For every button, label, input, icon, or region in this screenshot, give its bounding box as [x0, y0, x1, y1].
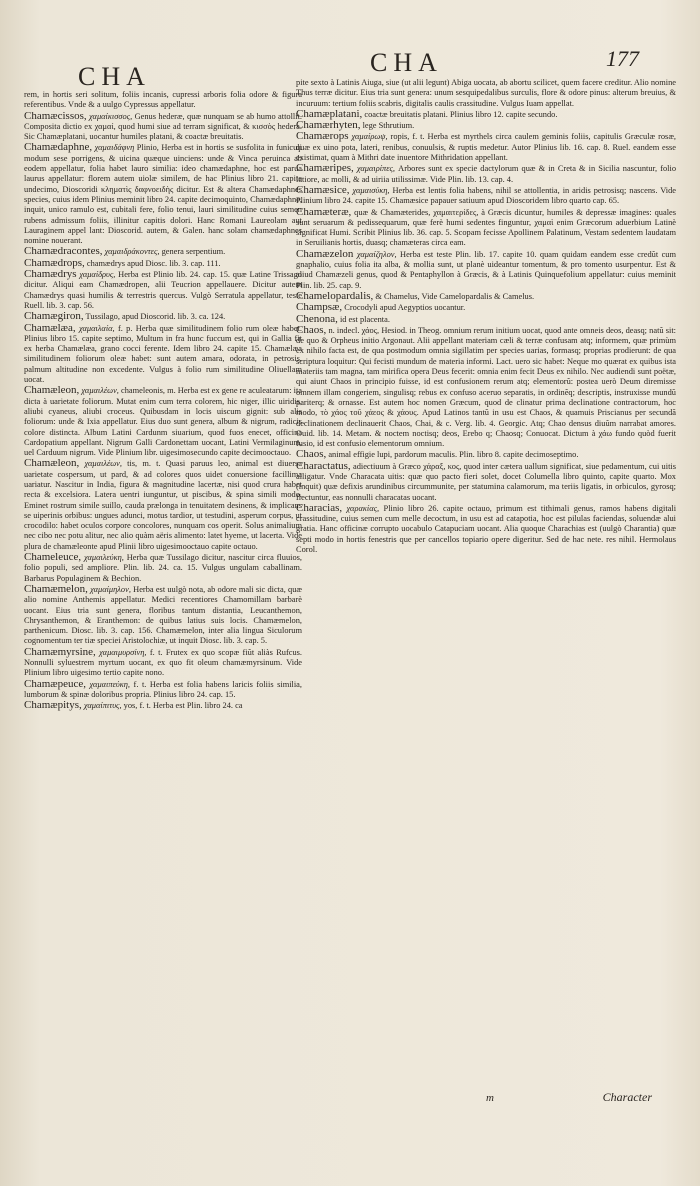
dictionary-entry [24, 142, 302, 246]
entry-headword: Chamæleon, [24, 384, 80, 397]
right-column-title: CHA [370, 48, 443, 77]
entry-headword: Chamæzelon [296, 247, 354, 260]
entry-text: f. t. Herba est folia habens laricis foliis similia, lumborum & spinæ doloribus propria. Plinius libro 24. cap. 15. [24, 679, 302, 699]
entry-headword: Chamædracontes, [24, 245, 103, 258]
entry-text: Herba est uulgò nota, ab odore mali sic dicta, quæ alio nomine Anthemis appellatur. Medici recentiores Chamomillam barbarè uocant. Eius tria sunt genera, floribus tantum distantia, Leucanthemon, Chrysanthemon, & Eranthemon: de quibus latius suis locis. Chamæmelon, parthenicum. Diosc. lib. 3. cap. 156. Chamæmelon, inter alia lingua Siculorum cognomentum ter tiæ speciei Aristolochiæ, ut inquit Diosc. lib. 3. cap. 5. [24, 584, 303, 646]
entry-text: adiectiuum à Græco χάραξ, κος, quod inter cætera uallum significat, siue pedamentum, cui uitis alligatur. Vnde Characata uitis: quæ quo pacto fieri solet, docet Columella libro quinto, capite quarto. Mox (inquit) quæ defixis arundinibus circummunite, per statumina calamorum, ma teriis ligatis, in orbiculos, gyrosq; flectuntur, eas nonnulli characatas uocant. [296, 461, 676, 502]
entry-headword: Chamæsice, [296, 183, 350, 196]
entry-greek: χαμαισύκη, [352, 185, 390, 195]
page-footer [296, 1088, 676, 1108]
entry-greek: χαμαιλαία, [78, 323, 115, 333]
entry-headword: Chamæmyrsine, [24, 645, 96, 658]
entry-text: chameleonis, m. Herba est ex gene re aculeatarum: ita dicta à uarietate foliorum. Mutat enim cum terra colorem, hic niger, illic uiridis, aliubi cyaneus, aliubi croceus. Quibusdam in locis uiscum gignit: sub alis foliorum: unde & Ixia appellatur. Eius duo sunt genera, album & nigrum, radicis colore distincta. Album Latini Cardunm siuarium, quod fuos enecet, officina Cardopatium appellant. Nigrum Galli Cardonettam uocant, Latini Vermilaginum, uel Carduum nigrum. Vide Plinium libr. uigesimosecundo capite decimooctauo. [24, 386, 302, 458]
entry-greek: χαμαιδάφνη [94, 143, 135, 153]
entry-headword: Chaos, [296, 448, 327, 461]
signature-mark: m [486, 1092, 494, 1104]
entry-headword: Characias, [296, 501, 343, 514]
entry-headword: Charactatus, [296, 459, 351, 472]
entry-text: chamædrys apud Diosc. lib. 3. cap. 111. [86, 258, 221, 268]
entry-greek: χαμαίζηλον, [356, 249, 397, 259]
dictionary-entry [24, 385, 302, 458]
entry-greek: χαμαιρίπες, [356, 164, 396, 174]
entry-greek: χαμαίκισσος, [89, 111, 133, 121]
entry-headword: Chamæmelon, [24, 582, 88, 595]
entry-headword: Chaos, [296, 323, 327, 336]
entry-text: f. t. Frutex ex quo scopæ fiũt aliàs Rufcus. Nonnulli syluestrem myrtum uocant, ex quo fit oleum chamæmyrsinum. Vide Plinium libro uigesimo tertio capite nono. [24, 647, 303, 678]
dictionary-entry [296, 325, 676, 450]
dictionary-entry [24, 90, 302, 111]
entry-headword: Chamærhyten, [296, 119, 361, 132]
dictionary-entry [296, 461, 676, 503]
catchword: Character [602, 1090, 652, 1104]
dictionary-entry [296, 302, 676, 313]
entry-headword: Chamærops [296, 130, 349, 143]
dictionary-entry [296, 314, 676, 325]
dictionary-entry [24, 679, 302, 701]
entry-text: f. p. Herba quæ similitudinem folio rum oleæ habet. Plinius libro 15. capite septimo, Multum in fra hunc fuccum est, qui in Gallia fit ex herba Chamælæa, grano cocci ferente. Idem libro 24. capite 15. Chamælæa similitudinem foliorum oleæ habet: sunt autem amara, odorata, in petrosis, palmum altitudine non excedente. Vulgus à folio rum similitudine Oliuellam uocat. [24, 323, 303, 385]
entry-headword: Chamæcissos, [24, 109, 87, 122]
entry-text: ropis, f. t. Herba est myrthels circa caulem geminis foliis, capitulis Græculæ rosæ, quæ ex uino pota, lateri, renibus, conuulsis, & ruptis medetur. Autor Plinius lib. 16. cap. 8. Ruel. eandem esse existimat, quam à Mithri date inuentore Mithridation appellant. [296, 132, 676, 163]
entry-greek: χαμαίμηλον, [90, 584, 131, 594]
entry-headword: Chamæleon, [24, 457, 80, 470]
entry-text: genera serpentium. [161, 247, 226, 257]
entry-headword: Chamæripes, [296, 162, 354, 175]
entry-headword: Chamælæa, [24, 321, 76, 334]
dictionary-entry [296, 249, 676, 291]
dictionary-entry [296, 291, 676, 302]
entry-text: rem, in hortis seri solitum, foliis incanis, cupressi arboris folia odore & figura referentibus. Vnde & a uulgo Cypressus appellatur. [24, 90, 302, 110]
entry-headword: Chamæpitys, [24, 699, 82, 712]
dictionary-entry [24, 458, 302, 552]
dictionary-entry [24, 700, 302, 711]
dictionary-entry [296, 163, 676, 185]
entry-text: n. indecl. χάος, Hesiod. in Theog. omnium rerum initium uocat, quod ante omneis deos, deasq; natũ sit: de quo & Orpheus initio Argonaut. Alii appellant materiam cæli & terræ confusam atq; informem, quæ primùm ex nihilo facta est, de qua postmodum omnia sigillatim per species uarias, formasq; proprias prodierunt: de qua scriptura loquitur: Qui fecisti mundum de materia informi. Lact. uero sic habet: Neque mo quærat ex quibus ista materiis tam magna, tam mirifica opera Deus fecerit: omnia enim fecit Deus ex nihilo. Nec audiendi sunt poëtæ, qui aiunt Chaos in principio fuisse, id est confusionem rerum atq; elementorũ: postea uerò Deum diremisse omnem illam congeriem, singulisq; rebus ex confuso aceruo separatis, in ordinẽq; descriptis, instruxisse mundũ pariterq; & ornasse. Est autem hoc nomen Græcum, quod de clinatur prima declinatione contractorum, hoc modo, τὸ χάος τοῦ χάεος & χάους. Apud Latinos tantũ in usu est Chaos, & quamuis Priscianus per secundã declinationem declinauerit Chaos, Chai, & c. Verg. lib. 4. Georgic. Atq; Chao densus diuũm narrabat amores. Ouid. lib. 14. Metam. & noctem noctisq; deos, Erebo q; Chaosq; Conuocat. Dictum à χάω fundo quòd fuerit fusio, id est confusio elementorum omnium. [296, 325, 677, 449]
entry-text: quæ & Chamæterides, χαμαιτερίδες, à Græcis dicuntur, humiles & depressæ imagines: quales sunt seruarum & pedissequarum, quæ ferè humi sedentes finguntur, χαμαὶ enim Græcorum aduerbium Latinè significat Humi. Scribit Plinius lib. 36. cap. 5. Scopam fecisse Apollinem Palatinum, Vestam sedentem laudatam in Seruilianis hortis, duasq; chamæteras circa eam. [296, 207, 676, 248]
entry-text: id est placenta. [339, 314, 390, 324]
dictionary-entry [296, 207, 676, 249]
entry-text: Plinio, Herba est in hortis se susfolita in funiculi modum sese porrigens, & uicina quæque uinciens: unde & Vinca peruinca ab eodem appellatur, folia habet lauro similia: ideo chamædaphne, hoc est parua laurus appellatur: florem autem uiolæ similem, de hac Plinius libro 21. capite undecimo, Dioscoridi κληματὶς δαφνοειδὴς dicitur. Est & altera Chamædaphnes species, cuius idem Plinius meminit libro 24. capite decimoquinto, Chamædaphne, inquit, unico ramulo est, cubitali fere, folio tenui, lauri similitudine cuius semen rubens admissum foliis, illinitur capitis dolori. Hanc Romani Laureolam aut Lauraginem appel lant: Dioscorid. autem, & Galen. hanc solam chamædaphnes nomine nouerant. [24, 143, 302, 246]
dictionary-entry [296, 503, 676, 555]
right-column [296, 78, 676, 555]
entry-headword: Chamædaphne, [24, 141, 93, 154]
dictionary-entry [24, 323, 302, 386]
entry-greek: χαμαίπιτυς, [83, 701, 122, 711]
entry-headword: Chamædrops, [24, 256, 85, 269]
entry-text: Arbores sunt ex specie dactylorum quæ & in Creta & in Sicilia nascuntur, folio latiore, ac molli, & ad uiriia utilissimæ. Vide Plin. lib. 13. cap. 4. [296, 164, 677, 184]
entry-greek: χαμαιπεύκη, [89, 679, 130, 689]
entry-text: Tussilago, apud Dioscorid. lib. 3. ca. 124. [85, 312, 226, 322]
entry-greek: χαμαιλεύκη, [83, 553, 124, 563]
entry-headword: Chamægiron, [24, 310, 84, 323]
entry-text: lege Sthrutium. [362, 121, 415, 131]
entry-greek: χαμαιδράκοντες, [104, 247, 160, 257]
left-column-title: CHA [78, 62, 151, 91]
entry-text: Herba est teste Plin. lib. 17. capite 10. quam quidam eandem esse credũt cum gnaphalio, cuius folia ita alba, & mollia sunt, ut planè uideantur tomentum, & pro tomento usurpentur. Est & aliud Chamæzeli genus, quod & Pentaphyllon à Græcis, & à Latinis Quinquefolium appellatur: cuius meminit Plin. lib. 25. cap. 9. [296, 249, 677, 290]
entry-headword: Champsæ, [296, 301, 343, 314]
entry-greek: χαμαιλέων, [81, 386, 119, 396]
dictionary-entry [296, 120, 676, 131]
entry-text: coactæ breuitatis platani. Plinius libro 12. capite secundo. [364, 109, 558, 119]
entry-text: Herba est lentis folia habens, nihil se attollentia, in aridis petrosisq; nascens. Vide Plinium libro 24. capite 15. Chamæsice papauer satiuum apud Dioscoridem libro quarto cap. 65. [296, 185, 676, 206]
entry-headword: Chamæteræ, [296, 205, 352, 218]
entry-text: yos, f. t. Herba est Plin. libro 24. ca [123, 701, 243, 711]
entry-headword: Chamæplatani, [296, 107, 363, 120]
entry-headword: Chamædrys [24, 268, 77, 281]
entry-text: tis, m. t. Quasi paruus leo, animal est diuersa uarietate cospersum, ut pard, & ad colores quos uidet conuersione facillima uariatur. Nascitur in India, figura & magnitudine lacertæ, nisi quod crura habet recta & excelsiora. Latera uentri iunguntur, ut piscibus, & spina simili modo. Eminet rostrum simile suillo, cauda prælonga in tenuitatem desinens, & implicans se uiperinis orbibus: ungues adunci, motus tardior, ut testudini, asperum corpus, ut crocodilo: habet oculos corpore concolores, nunquam cos operit. Solus animalium nec cibo nec potu alitur, nec alio quàm aëris alimento: latet hyeme, ut lacerta. Vide plura de chamæleonte apud Plinii libro uigesimooctauo capite octauo. [24, 459, 302, 551]
dictionary-entry [24, 111, 302, 143]
dictionary-entry [296, 185, 676, 207]
entry-greek: χαμαιλέων, [84, 459, 122, 469]
entry-greek: χαμαιμυρσίνη, [99, 647, 147, 657]
entry-text: & Chamelus, Vide Camelopardalis & Camelus. [375, 291, 535, 301]
entry-text: Plinio libro 26. capite octauo, primum est tithimali genus, ramos habens digitali crassitudine, cuius semen cum melle decoctum, in usu est ad catapotia, hoc est pilulas faciendas, soluendæ alui gratia. Hanc officinæ corrupto uocabulo Catapuciam uocant. Alia quoque Charachias est (uulgò Charantia) quæ septi modo in hortis fenestris que per cancellos topiario opere digeritur. Sed de hac nete. res nihil. Hermolaus Corol. [296, 503, 677, 555]
entry-greek: χαμαίδρυς, [79, 270, 116, 280]
entry-text: Herba quæ Tussilago dicitur, nascitur circa fluuios, folio populi, sed ampliore. Plin. lib. 24. ca. 15. Vulgus ungulam caballinam. Barbarus Populaginem & Bechion. [24, 553, 303, 583]
entry-greek: χαρακίας, [346, 503, 380, 513]
dictionary-entry [24, 647, 302, 679]
dictionary-entry [296, 131, 676, 163]
dictionary-entry [24, 269, 302, 311]
entry-text: Genus hederæ, quæ nunquam se ab humo attollit. Composita dictio ex χαμαί, quod humi siue ad terram significat, & κισσὸς hedera. Sic Chamæplatani, uocantur humiles platani, & coactæ breuitatis. [24, 111, 302, 142]
entry-headword: Chamæpeuce, [24, 677, 87, 690]
entry-text: pite sexto à Latinis Aiuga, siue (ut alii legunt) Abiga uocata, ab abortu scilicet, quem facere creditur. Alio nomine Thus terræ dicitur. Eius tria sunt genera: unum sesquipedalibus surculis, flore & odore pinus: alterum breuius, & incuruum: tertium foliis scabris, digitalis caulis crassitudine. Vulgus Iuam appellat. [296, 78, 676, 108]
dictionary-entry [296, 449, 676, 460]
entry-text: Crocodyli apud Aegyptios uocantur. [344, 303, 466, 313]
page-number: 177 [606, 46, 639, 71]
entry-text: Herba est Plinio lib. 24. cap. 15. quæ Latine Trissago dicitur. Aliqui eam Chamædropen, alii Teucrion appellauere. Dicitur autem Chamædrys quasi humilis & terrestris quercus. Vulgò Serratula appellatur, teste Ruell. lib. 3. cap. 56. [24, 270, 302, 310]
left-column [24, 90, 302, 712]
entry-headword: Chenona, [296, 312, 338, 325]
entry-text: animal effigie lupi, pardorum maculis. Plin. libro 8. capite decimoseptimo. [328, 450, 579, 460]
dictionary-entry [296, 78, 676, 109]
entry-greek: χαμαίρωψ, [351, 132, 388, 142]
entry-headword: Chameleuce, [24, 551, 82, 564]
dictionary-entry [24, 552, 302, 584]
entry-headword: Chamelopardalis, [296, 289, 374, 302]
dictionary-entry [24, 584, 302, 647]
